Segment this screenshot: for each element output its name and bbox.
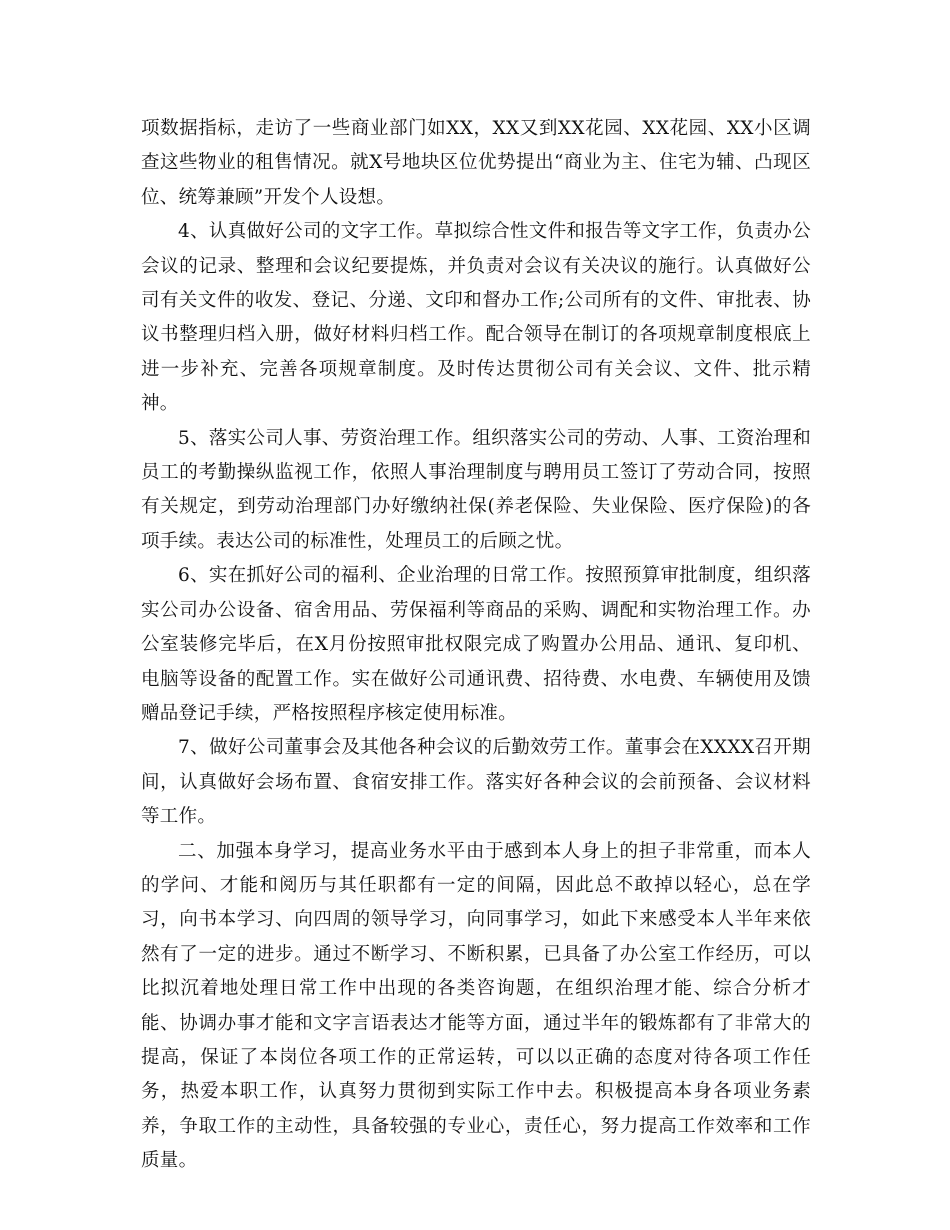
document-body xyxy=(141,112,811,1179)
paragraph-item-6: 6、实在抓好公司的福利、企业治理的日常工作。按照预算审批制度，组织落实公司办公设备、宿舍用品、劳保福利等商品的采购、调配和实物治理工作。办公室装修完毕后，在X月份按照审批权限完成了购置办公用品、通讯、复印机、电脑等设备的配置工作。实在做好公司通讯费、招待费、水电费、车辆使用及馈赠品登记手续，严格按照程序核定使用标准。 xyxy=(141,565,811,724)
paragraph-continuation: 项数据指标，走访了一些商业部门如XX，XX又到XX花园、XX花园、XX小区调查这些物业的租售情况。就X号地块区位优势提出“商业为主、住宅为辅、凸现区位、统筹兼顾”开发个人设想。 xyxy=(141,118,811,208)
paragraph-section-2: 二、加强本身学习，提高业务水平由于感到本人身上的担子非常重，而本人的学问、才能和阅历与其任职都有一定的间隔，因此总不敢掉以轻心，总在学习，向书本学习、向四周的领导学习，向同事学习，如此下来感受本人半年来依然有了一定的进步。通过不断学习、不断积累，已具备了办公室工作经历，可以比拟沉着地处理日常工作中出现的各类咨询题，在组织治理才能、综合分析才能、协调办事才能和文字言语表达才能等方面，通过半年的锻炼都有了非常大的提高，保证了本岗位各项工作的正常运转，可以以正确的态度对待各项工作任务，热爱本职工作，认真努力贯彻到实际工作中去。积极提高本身各项业务素养，争取工作的主动性，具备较强的专业心，责任心，努力提高工作效率和工作质量。 xyxy=(141,840,811,1172)
paragraph-item-4: 4、认真做好公司的文字工作。草拟综合性文件和报告等文字工作，负责办公会议的记录、整理和会议纪要提炼，并负责对会议有关决议的施行。认真做好公司有关文件的收发、登记、分递、文印和督办工作;公司所有的文件、审批表、协议书整理归档入册，做好材料归档工作。配合领导在制订的各项规章制度根底上进一步补充、完善各项规章制度。及时传达贯彻公司有关会议、文件、批示精神。 xyxy=(141,221,811,415)
paragraph-item-7: 7、做好公司董事会及其他各种会议的后勤效劳工作。董事会在XXXX召开期间，认真做好会场布置、食宿安排工作。落实好各种会议的会前预备、会议材料等工作。 xyxy=(141,737,811,828)
paragraph-item-5: 5、落实公司人事、劳资治理工作。组织落实公司的劳动、人事、工资治理和员工的考勤操纵监视工作，依照人事治理制度与聘用员工签订了劳动合同，按照有关规定，到劳动治理部门办好缴纳社保(养老保险、失业保险、医疗保险)的各项手续。表达公司的标准性，处理员工的后顾之忧。 xyxy=(141,427,811,552)
